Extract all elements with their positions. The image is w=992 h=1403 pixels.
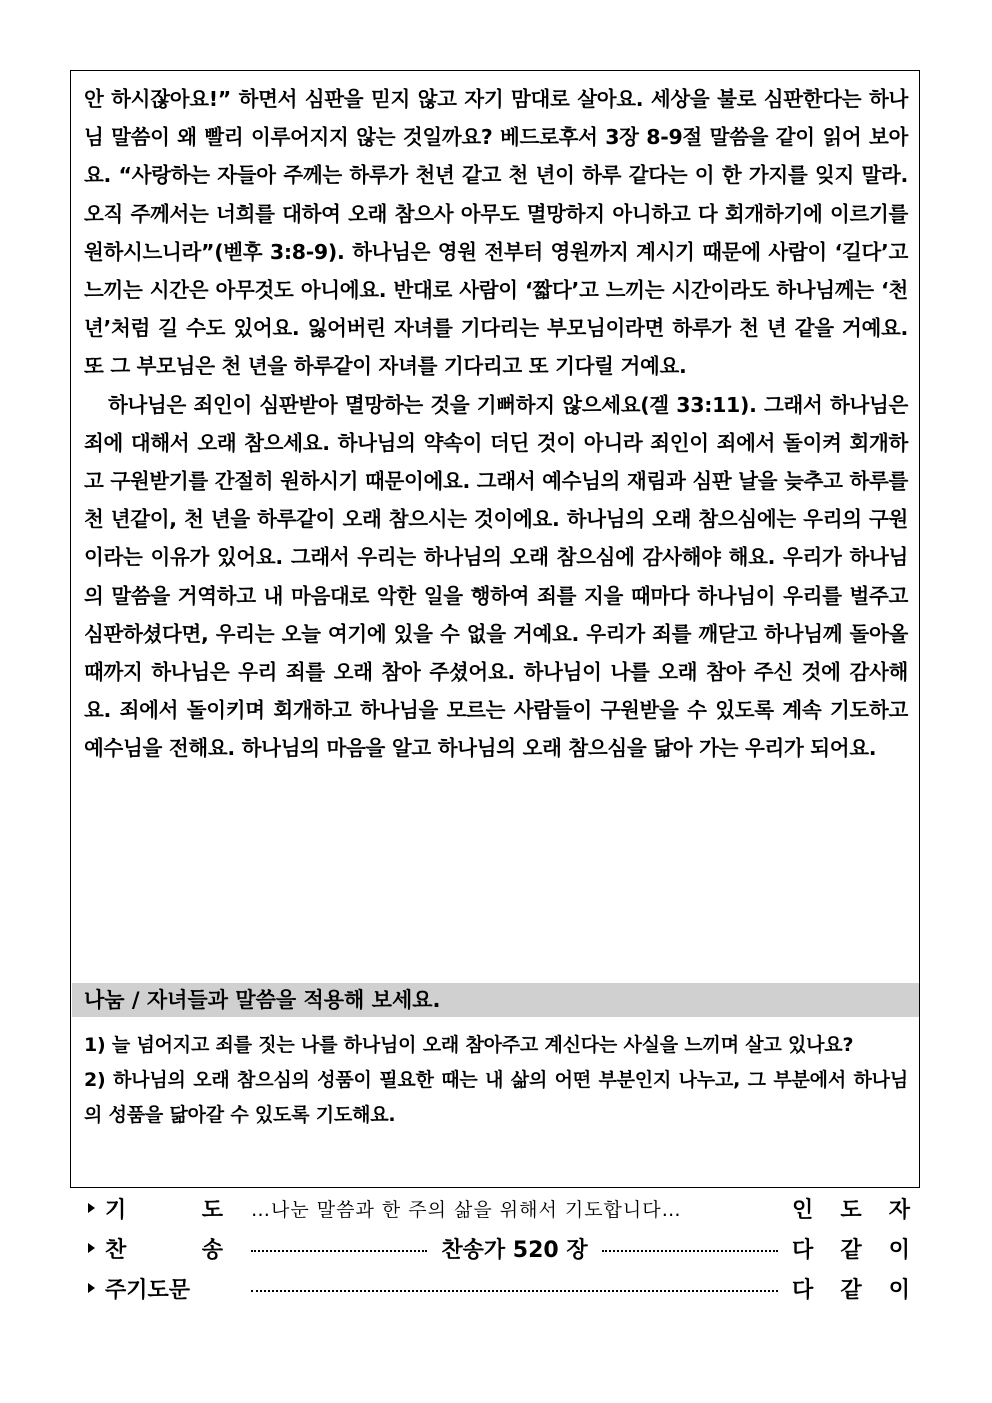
sharing-header: 나눔 / 자녀들과 말씀을 적용해 보세요. <box>72 983 919 1017</box>
order-prayer <box>88 1189 910 1227</box>
order-hymn-leader: 다 같 이 <box>792 1237 910 1263</box>
order-lords-prayer-label: 주기도문 <box>105 1277 191 1303</box>
dotted-leader <box>602 1250 778 1252</box>
sermon-body <box>84 80 908 768</box>
order-hymn-label: 찬 송 <box>105 1237 223 1263</box>
triangle-bullet-icon <box>88 1203 95 1213</box>
order-prayer-content: …나눈 말씀과 한 주의 삶을 위해서 기도합니다… <box>251 1198 682 1221</box>
triangle-bullet-icon <box>88 1283 95 1293</box>
order-hymn <box>88 1229 910 1267</box>
triangle-bullet-icon <box>88 1243 95 1253</box>
order-lords-prayer <box>88 1269 910 1307</box>
sermon-paragraph: 안 하시잖아요!” 하면서 심판을 믿지 않고 자기 맘대로 살아요. 세상을 불로 심판한다는 하나님 말씀이 왜 빨리 이루어지지 않는 것일까요? 베드로후서 3장 8-9절 말씀을 같이 읽어 보아요. “사랑하는 자들아 주께는 하루가 천년 같고 천 년이 하루 같다는 이 한 가지를 잊지 말라. 오직 주께서는 너희를 대하여 오래 참으사 아무도 멸망하지 아니하고 다 회개하기에 이르기를 원하시느니라”(벧후 3:8-9). 하나님은 영원 전부터 영원까지 계시기 때문에 사람이 ‘길다’고 느끼는 시간은 아무것도 아니에요. 반대로 사람이 ‘짧다’고 느끼는 시간이라도 하나님께는 ‘천 년’처럼 길 수도 있어요. 잃어버린 자녀를 기다리는 부모님이라면 하루가 천 년 같을 거예요. 또 그 부모님은 천 년을 하루같이 자녀를 기다리고 또 기다릴 거예요. <box>84 87 908 379</box>
order-lords-prayer-content <box>251 1284 778 1292</box>
order-lords-prayer-leader: 다 같 이 <box>792 1277 910 1303</box>
sharing-question: 1) 늘 넘어지고 죄를 짓는 나를 하나님이 오래 참아주고 계신다는 사실을 느끼며 살고 있나요? <box>84 1034 854 1056</box>
dotted-leader <box>251 1290 778 1292</box>
order-prayer-leader: 인 도 자 <box>792 1197 910 1223</box>
sharing-question: 2) 하나님의 오래 참으심의 성품이 필요한 때는 내 삶의 어떤 부분인지 나누고, 그 부분에서 하나님의 성품을 닮아갈 수 있도록 기도해요. <box>84 1069 908 1126</box>
sharing-questions <box>84 1028 908 1133</box>
order-prayer-label: 기 도 <box>105 1197 223 1223</box>
order-hymn-content: 찬송가 520 장 <box>251 1233 778 1264</box>
dotted-leader <box>251 1250 427 1252</box>
sermon-paragraph: 하나님은 죄인이 심판받아 멸망하는 것을 기뻐하지 않으세요(겔 33:11). 그래서 하나님은 죄에 대해서 오래 참으세요. 하나님의 약속이 더딘 것이 아니라 죄인이 죄에서 돌이켜 회개하고 구원받기를 간절히 원하시기 때문이에요. 그래서 예수님의 재림과 심판 날을 늦추고 하루를 천 년같이, 천 년을 하루같이 오래 참으시는 것이에요. 하나님의 오래 참으심에는 우리의 구원이라는 이유가 있어요. 그래서 우리는 하나님의 오래 참으심에 감사해야 해요. 우리가 하나님의 말씀을 거역하고 내 마음대로 악한 일을 행하여 죄를 지을 때마다 하나님이 우리를 벌주고 심판하셨다면, 우리는 오늘 여기에 있을 수 없을 거예요. 우리가 죄를 깨닫고 하나님께 돌아올 때까지 하나님은 우리 죄를 오래 참아 주셨어요. 하나님이 나를 오래 참아 주신 것에 감사해요. 죄에서 돌이키며 회개하고 하나님을 모르는 사람들이 구원받을 수 있도록 계속 기도하고 예수님을 전해요. 하나님의 마음을 알고 하나님의 오래 참으심을 닮아 가는 우리가 되어요. <box>84 392 908 761</box>
